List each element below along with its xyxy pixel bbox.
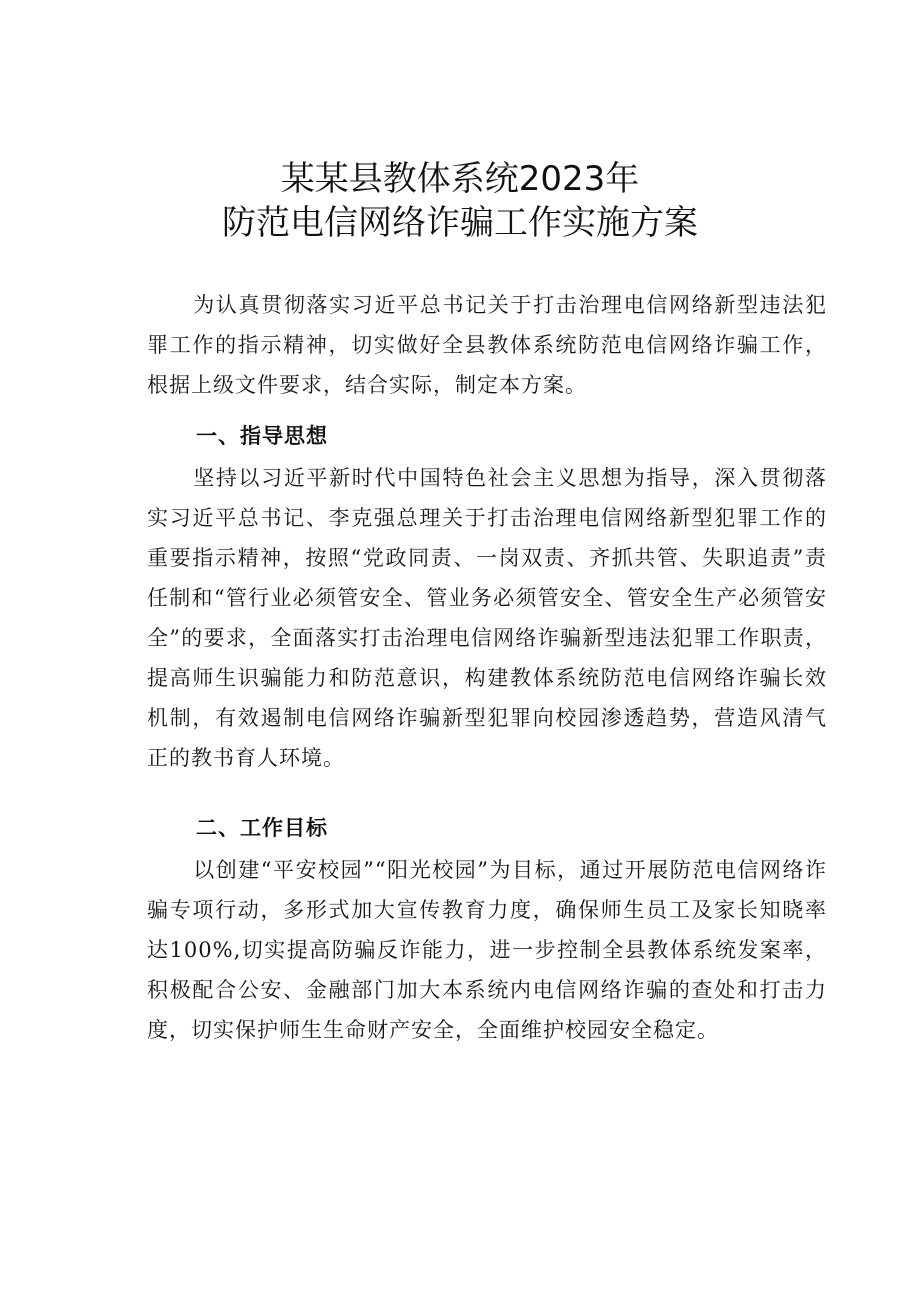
section-paragraph-guiding-ideology: 坚持以习近平新时代中国特色社会主义思想为指导，深入贯彻落实习近平总书记、李克强总理关于打击治理电信网络新型犯罪工作的重要指示精神，按照“党政同责、一岗双责、齐抓共管、失职追责”责任制和“管行业必须管安全、管业务必须管安全、管安全生产必须管安全”的要求，全面落实打击治理电信网络诈骗新型违法犯罪工作职责，提高师生识骗能力和防范意识，构建教体系统防范电信网络诈骗长效机制，有效遏制电信网络诈骗新型犯罪向校园渗透趋势，营造风清气正的教书育人环境。 — [147, 466, 827, 770]
document-title-line-2: 防范电信网络诈骗工作实施方案 — [222, 203, 698, 243]
intro-paragraph: 为认真贯彻落实习近平总书记关于打击治理电信网络新型违法犯罪工作的指示精神，切实做好全县教体系统防范电信网络诈骗工作，根据上级文件要求，结合实际，制定本方案。 — [147, 293, 827, 397]
section-heading-work-goals: 二、工作目标 — [196, 816, 328, 840]
section-heading-guiding-ideology: 一、指导思想 — [196, 424, 328, 448]
document-title-line-1: 某某县教体系统2023年 — [280, 159, 640, 199]
section-paragraph-work-goals: 以创建“平安校园”“阳光校园”为目标，通过开展防范电信网络诈骗专项行动，多形式加大宣传教育力度，确保师生员工及家长知晓率达100%,切实提高防骗反诈能力，进一步控制全县教体系统发案率，积极配合公安、金融部门加大本系统内电信网络诈骗的查处和打击力度，切实保护师生生命财产安全，全面维护校园安全稳定。 — [147, 858, 827, 1042]
